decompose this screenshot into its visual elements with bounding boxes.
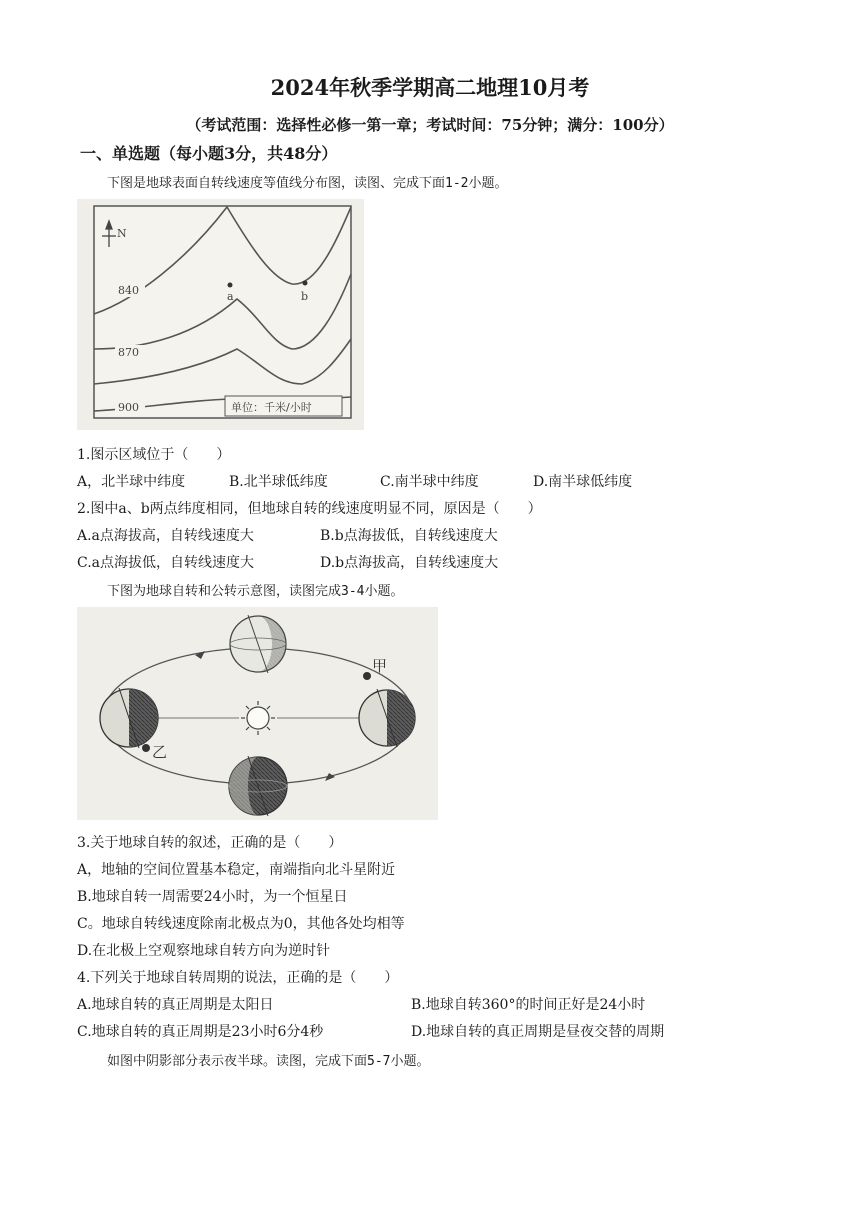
q4-option-a: A.地球自转的真正周期是太阳日 [77,997,274,1013]
intro-q5-7: 如图中阴影部分表示夜半球。读图，完成下面5-7小题。 [107,1054,430,1069]
map-frame [94,206,351,418]
q1-option-d: D.南半球低纬度 [533,474,633,490]
contour-figure [77,199,364,430]
q1-option-b: B.北半球低纬度 [229,474,328,490]
q1-stem: 1.图示区域位于（ ） [77,447,231,463]
sun-icon [241,701,275,735]
q2-option-c: C.a点海拔低，自转线速度大 [77,555,255,571]
q2-option-b: B.b点海拔低，自转线速度大 [320,528,498,544]
earth-right-icon [359,689,415,747]
q4-option-b: B.地球自转360°的时间正好是24小时 [411,997,646,1013]
q2-option-d: D.b点海拔高，自转线速度大 [320,555,499,571]
q3-option-a: A，地轴的空间位置基本稳定，南端指向北斗星附近 [77,862,396,878]
q2-option-a: A.a点海拔高，自转线速度大 [77,528,254,544]
label-jia: 甲 [372,657,388,675]
section-heading: 一、单选题（每小题3分，共48分） [80,144,338,163]
point-a-marker [228,283,233,288]
q1-option-c: C.南半球中纬度 [380,474,479,490]
point-a-label: a [227,290,234,303]
label-yi: 乙 [152,743,168,761]
point-b-label: b [301,290,309,303]
contour-label-870: 870 [118,346,139,359]
q4-stem: 4.下列关于地球自转周期的说法，正确的是（ ） [77,970,399,986]
page-title: 2024年秋季学期高二地理10月考 [270,75,590,100]
marker-yi [142,744,150,752]
unit-label: 单位：千米/小时 [231,401,312,414]
earth-top-icon [230,615,286,673]
earth-bottom-icon [229,756,287,816]
q4-option-c: C.地球自转的真正周期是23小时6分4秒 [77,1024,324,1040]
contour-label-840: 840 [118,284,139,297]
contour-label-900: 900 [118,401,139,414]
q3-option-d: D.在北极上空观察地球自转方向为逆时针 [77,943,331,959]
q3-option-c: C。地球自转线速度除南北极点为0，其他各处均相等 [77,916,405,932]
earth-left-icon [100,688,158,748]
intro-q1-2: 下图是地球表面自转线速度等值线分布图，读图、完成下面1-2小题。 [107,176,508,191]
marker-jia [363,672,371,680]
orbit-figure [77,607,438,820]
point-b-marker [303,281,308,286]
q1-option-a: A，北半球中纬度 [77,474,186,490]
q2-stem: 2.图中a、b两点纬度相同，但地球自转的线速度明显不同，原因是（ ） [77,501,542,517]
q3-option-b: B.地球自转一周需要24小时，为一个恒星日 [77,889,348,905]
exam-scope: （考试范围：选择性必修一第一章；考试时间：75分钟；满分：100分） [186,116,674,134]
q3-stem: 3.关于地球自转的叙述，正确的是（ ） [77,835,343,851]
contour-map [77,199,364,430]
north-label: N [117,227,127,240]
intro-q3-4: 下图为地球自转和公转示意图，读图完成3-4小题。 [107,584,404,599]
q4-option-d: D.地球自转的真正周期是昼夜交替的周期 [411,1024,665,1040]
orbit-diagram [77,607,438,820]
